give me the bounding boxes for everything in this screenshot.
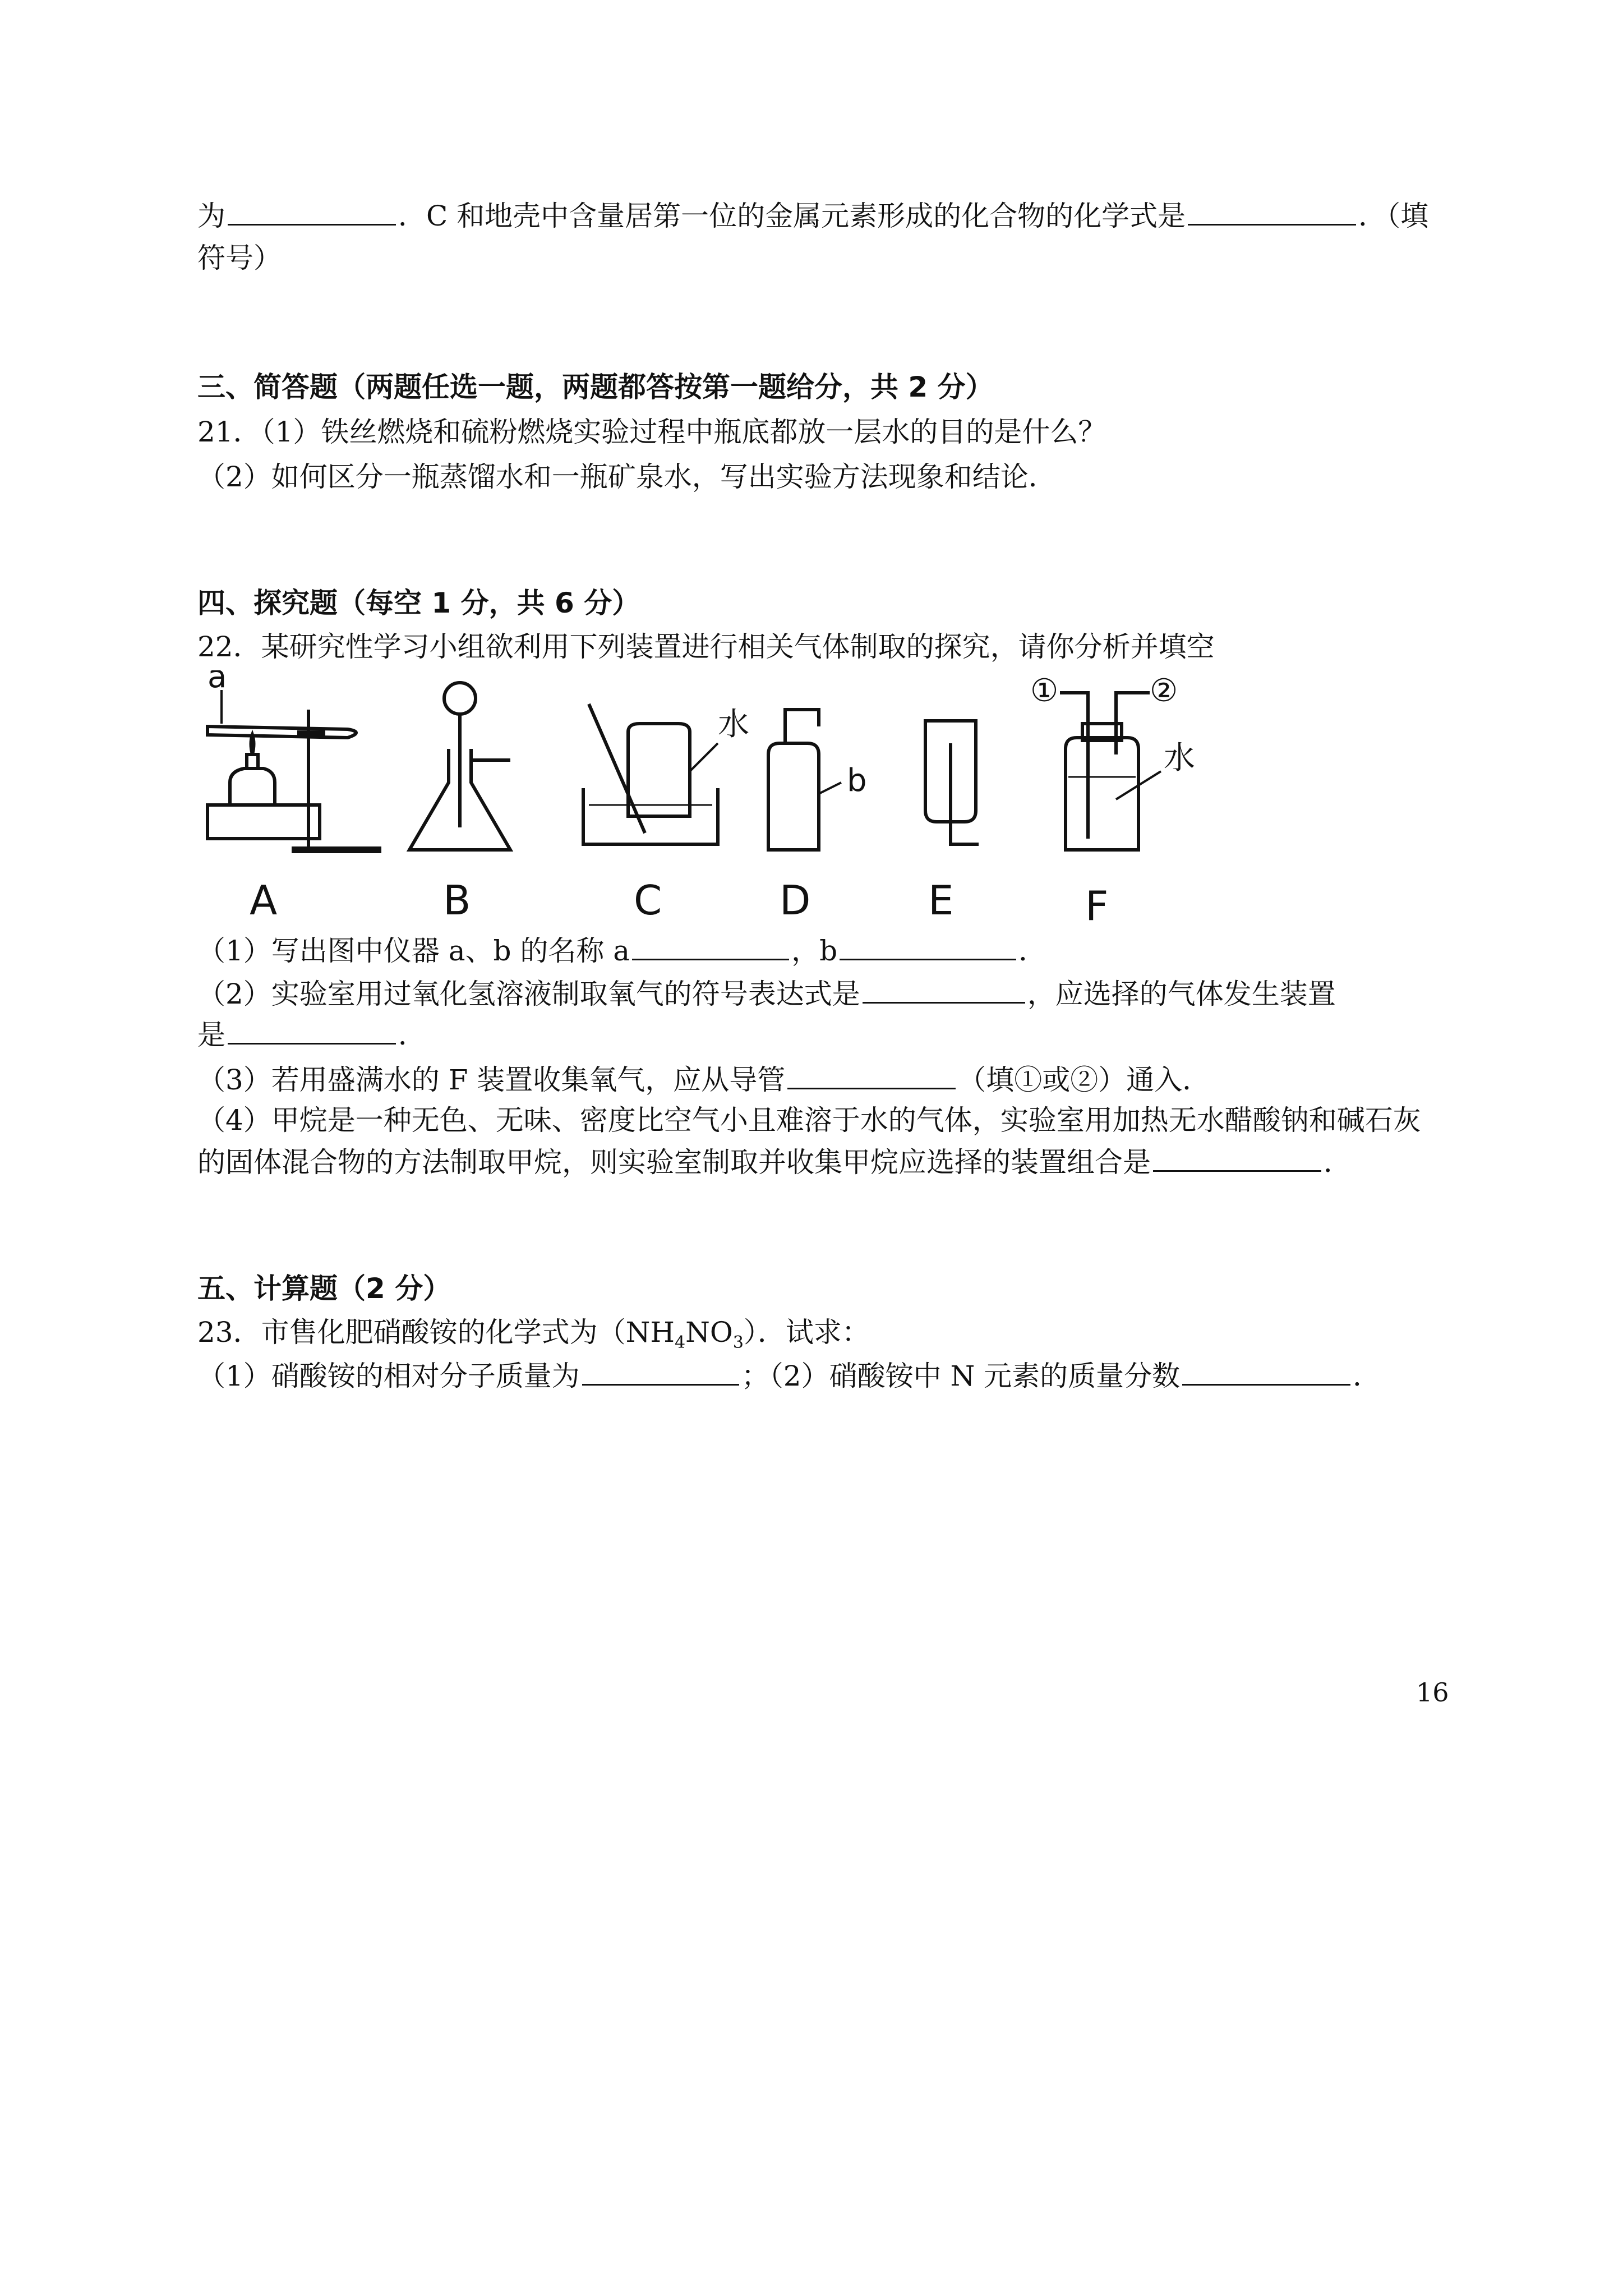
answer-blank[interactable] [228,1016,396,1045]
q22-4-end: ． [1324,1146,1352,1179]
apparatus-b [409,683,510,924]
q20-line1 [197,196,1428,236]
answer-blank[interactable] [787,1061,956,1089]
q20-middle: ．C 和地壳中含量居第一位的金属元素形成的化合物的化学式是 [398,200,1186,232]
q23-mid: NO [685,1316,733,1349]
q23-1-prefix: （1）硝酸铵的相对分子质量为 [197,1360,580,1392]
answer-blank[interactable] [1182,1357,1350,1386]
apparatus-e [925,721,979,924]
q21-part1: 21．（1）铁丝燃烧和硫粉燃烧实验过程中瓶底都放一层水的目的是什么？ [197,416,1106,448]
answer-blank[interactable] [1188,197,1356,226]
q22-part1 [197,931,1046,970]
page-number: 16 [1416,1677,1449,1708]
q22-4-line2: 的固体混合物的方法制取甲烷，则实验室制取并收集甲烷应选择的装置组合是 [197,1146,1151,1179]
answer-blank[interactable] [840,932,1016,960]
apparatus-d [768,710,867,924]
q23-sub2: 3 [732,1333,744,1352]
q22-part4-line1: （4）甲烷是一种无色、无味、密度比空气小且难溶于水的气体，实验室用加热无水醋酸钠和碱石灰 [197,1104,1421,1137]
q23-suffix: ）．试求： [743,1316,870,1349]
q20-prefix: 为 [197,200,225,232]
q20-suffix: ．（填 [1358,200,1429,232]
apparatus-c [583,704,749,924]
label-apparatus-e: E [928,877,954,924]
q23-prefix: 23．市售化肥硝酸铵的化学式为（NH [197,1316,675,1349]
q22-1-prefix: （1）写出图中仪器 a、b 的名称 a [197,935,630,967]
q20-line2: 符号） [197,242,282,274]
section5-heading: 五、计算题（2 分） [197,1272,451,1305]
label-apparatus-a: A [250,877,278,924]
q22-1-mid: ，b [791,935,838,967]
section3-heading: 三、简答题（两题任选一题，两题都答按第一题给分，共 2 分） [197,371,994,403]
label-water-c: 水 [718,706,749,743]
label-a: a [208,670,227,695]
section4-heading: 四、探究题（每空 1 分，共 6 分） [197,587,640,619]
apparatus-figure [196,670,1234,934]
apparatus-a [208,670,381,924]
label-port2: ② [1150,673,1178,709]
q23-sub1: 4 [674,1333,686,1352]
q23-parts [197,1356,1381,1396]
q22-2-end: ． [398,1019,426,1051]
label-apparatus-c: C [634,877,662,924]
q22-part3 [197,1060,1210,1099]
q22-2-line2: 是 [197,1019,225,1051]
q21-part2: （2）如何区分一瓶蒸馏水和一瓶矿泉水，写出实验方法现象和结论． [197,461,1057,493]
label-apparatus-d: D [780,877,811,924]
label-apparatus-f: F [1085,882,1109,930]
label-b: b [847,762,867,799]
answer-blank[interactable] [228,197,396,226]
answer-blank[interactable] [632,932,789,960]
q22-part4-line2 [197,1143,1352,1182]
answer-blank[interactable] [1153,1143,1321,1172]
q22-2-prefix: （2）实验室用过氧化氢溶液制取氧气的符号表达式是 [197,978,860,1010]
label-water-f: 水 [1164,740,1195,776]
apparatus-f [1030,673,1195,930]
q23-intro [197,1313,870,1363]
q22-2-suffix: ，应选择的气体发生装置 [1027,978,1336,1010]
q22-3-prefix: （3）若用盛满水的 F 装置收集氧气，应从导管 [197,1064,786,1096]
q22-part2-line2 [197,1015,426,1055]
q22-part2 [197,974,1336,1014]
q23-1-end: ． [1353,1360,1381,1392]
q22-3-suffix: （填①或②）通入． [958,1064,1211,1096]
answer-blank[interactable] [863,975,1025,1004]
answer-blank[interactable] [582,1357,739,1386]
label-port1: ① [1030,673,1059,709]
label-apparatus-b: B [443,877,471,924]
q22-1-end: ． [1018,935,1047,967]
q23-1-mid: ；（2）硝酸铵中 N 元素的质量分数 [741,1360,1181,1392]
q22-intro: 22．某研究性学习小组欲利用下列装置进行相关气体制取的探究，请你分析并填空 [197,631,1215,663]
